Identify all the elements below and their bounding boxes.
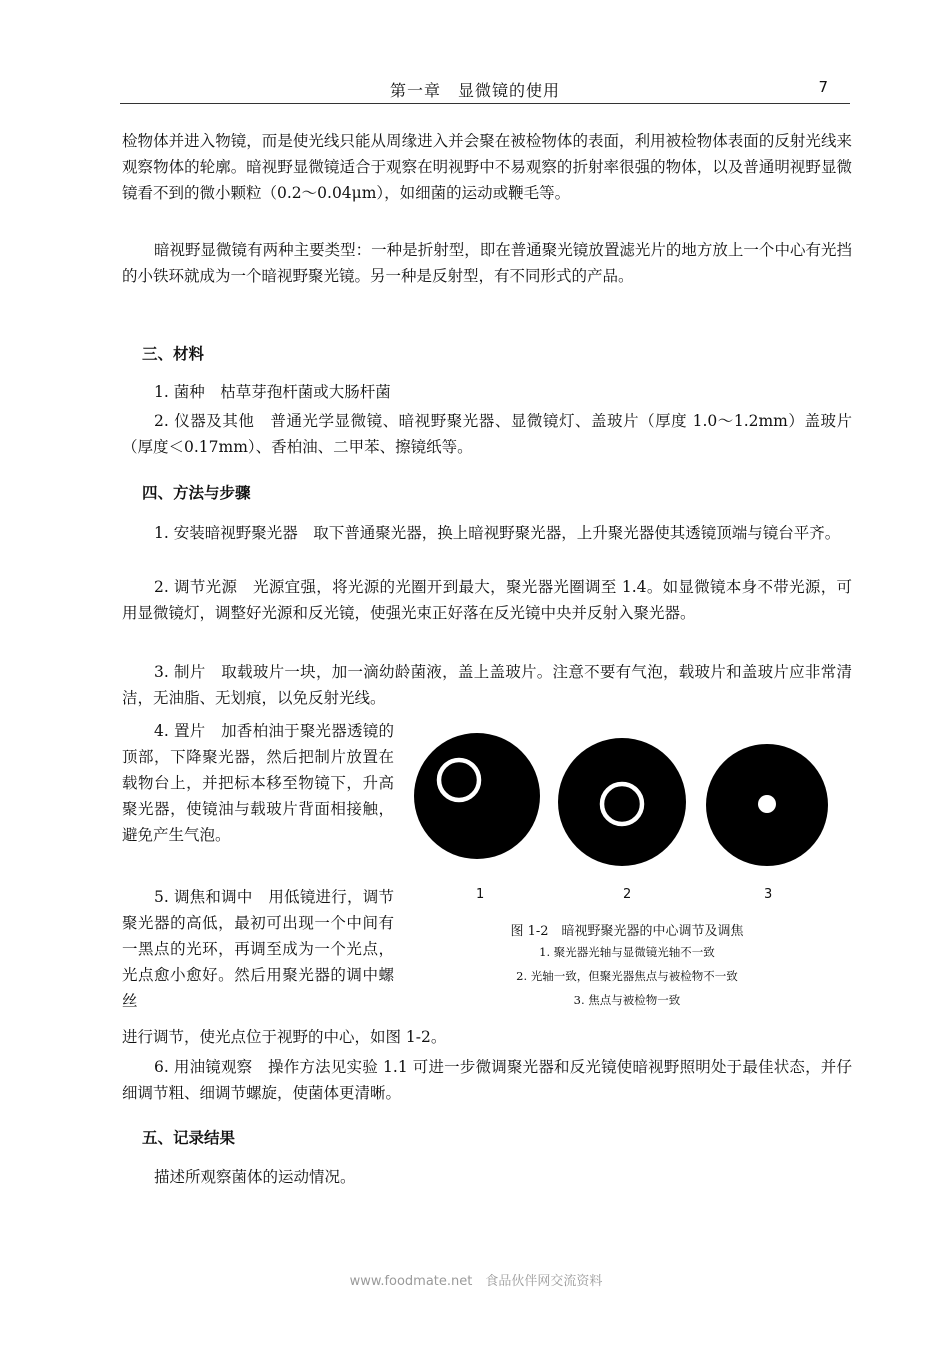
step-6: 6. 用油镜观察 操作方法见实验 1.1 可进一步微调聚光器和反光镜使暗视野照明处于最佳状态，并仔细调节粗、细调节螺旋，使菌体更清晰。 [122, 1058, 852, 1102]
figure-label-3: 3 [764, 887, 773, 902]
figure-caption: 图 1-2 暗视野聚光器的中心调节及调焦 [510, 924, 744, 939]
footer-watermark: www.foodmate.net 食品伙伴网交流资料 [349, 1274, 603, 1289]
figure-label-2: 2 [623, 887, 632, 902]
step-1: 1. 安装暗视野聚光器 取下普通聚光器，换上暗视野聚光器，上升聚光器使其透镜顶端与镜台平齐。 [154, 524, 841, 542]
page-number: 7 [818, 78, 828, 96]
results-text: 描述所观察菌体的运动情况。 [154, 1168, 356, 1186]
figure-note-1: 1. 聚光器光轴与显微镜光轴不一致 [539, 945, 715, 959]
running-header [120, 76, 850, 106]
section-heading-materials: 三、材料 [142, 345, 205, 363]
figure-disc-2 [558, 738, 686, 866]
header-rule [120, 103, 850, 104]
paragraph-types: 暗视野显微镜有两种主要类型：一种是折射型，即在普通聚光镜放置滤光片的地方放上一个中心有光挡的小铁环就成为一个暗视野聚光镜。另一种是反射型，有不同形式的产品。 [122, 241, 852, 285]
figure-illustration [412, 716, 842, 876]
chapter-title: 第一章 显微镜的使用 [390, 81, 561, 100]
section-heading-results: 五、记录结果 [142, 1129, 236, 1147]
figure-note-3: 3. 焦点与被检物一致 [573, 993, 681, 1007]
figure-label-1: 1 [476, 887, 485, 902]
figure-note-2: 2. 光轴一致，但聚光器焦点与被检物不一致 [516, 969, 738, 983]
step-5-continued: 进行调节，使光点位于视野的中心，如图 1-2。 [122, 1028, 447, 1046]
figure-1-2 [412, 716, 842, 1016]
material-item-2: 2. 仪器及其他 普通光学显微镜、暗视野聚光器、显微镜灯、盖玻片（厚度 1.0～1.2mm）盖玻片（厚度＜0.17mm）、香柏油、二甲苯、擦镜纸等。 [122, 412, 852, 456]
figure-disc-1 [414, 733, 540, 859]
step-2: 2. 调节光源 光源宜强，将光源的光圈开到最大，聚光器光圈调至 1.4。如显微镜本身不带光源，可用显微镜灯，调整好光源和反光镜，使强光束正好落在反光镜中央并反射入聚光器。 [122, 578, 852, 622]
figure-disc-3 [706, 744, 828, 866]
step-4: 4. 置片 加香柏油于聚光器透镜的顶部，下降聚光器，然后把制片放置在载物台上，并把标本移至物镜下，升高聚光器，使镜油与载玻片背面相接触，避免产生气泡。 [122, 722, 394, 844]
step-3: 3. 制片 取载玻片一块，加一滴幼龄菌液，盖上盖玻片。注意不要有气泡，载玻片和盖玻片应非常清洁，无油脂、无划痕，以免反射光线。 [122, 663, 852, 707]
step-5: 5. 调焦和调中 用低镜进行，调节聚光器的高低，最初可出现一个中间有一黑点的光环，再调至成为一个光点，光点愈小愈好。然后用聚光器的调中螺丝 [122, 888, 394, 1010]
section-heading-methods: 四、方法与步骤 [142, 484, 251, 502]
paragraph-continued: 检物体并进入物镜，而是使光线只能从周缘进入并会聚在被检物体的表面，利用被检物体表面的反射光线来观察物体的轮廓。暗视野显微镜适合于观察在明视野中不易观察的折射率很强的物体，以及普通明视野显微镜看不到的微小颗粒（0.2～0.04μm），如细菌的运动或鞭毛等。 [122, 132, 852, 202]
material-item-1: 1. 菌种 枯草芽孢杆菌或大肠杆菌 [154, 383, 391, 401]
